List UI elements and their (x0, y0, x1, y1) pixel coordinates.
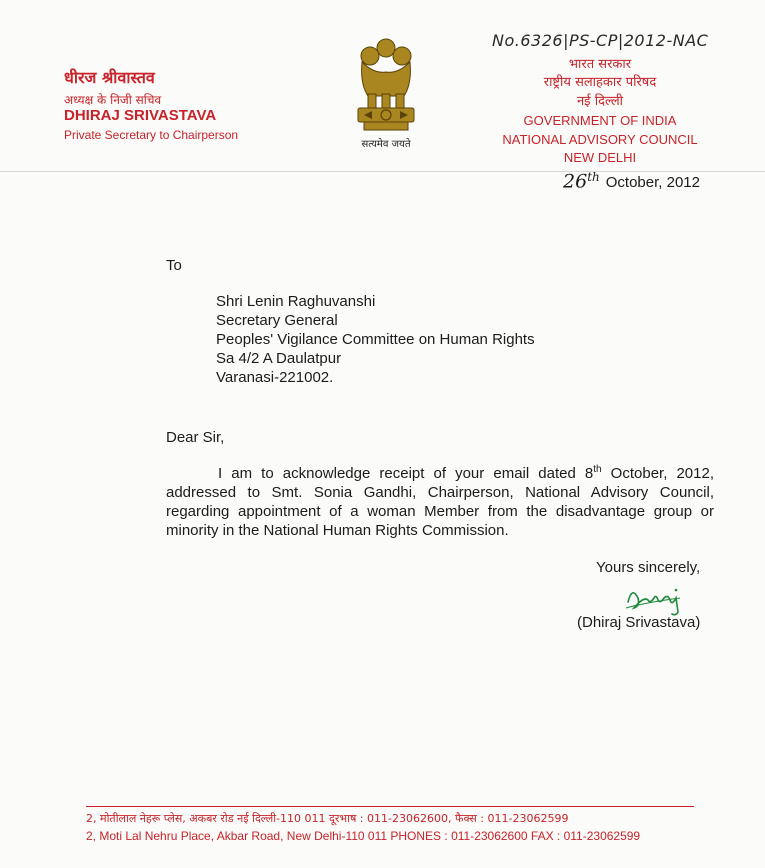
gov-hindi-3: नई दिल्ली (576, 94, 624, 109)
gov-english-3: NEW DELHI (563, 150, 637, 165)
date-suffix: th (587, 170, 600, 184)
footer-address-hindi: 2, मोतीलाल नेहरू प्लेस, अकबर रोड नई दिल्ली-110 011 दूरभाष : 011-23062600, फैक्स : 011-23062599 (86, 812, 569, 825)
sender-name-hindi: धीरज श्रीवास्तव (64, 68, 155, 87)
address-line: Shri Lenin Raghuvanshi (216, 293, 376, 310)
reference-number: No.6326|PS-CP|2012-NAC (492, 31, 709, 50)
salutation: Dear Sir, (166, 429, 225, 446)
footer-address-english: 2, Moti Lal Nehru Place, Akbar Road, New Delhi-110 011 PHONES : 011-23062600 FAX : 011-23062599 (86, 829, 641, 843)
body-paragraph (166, 464, 714, 540)
gov-english-1: GOVERNMENT OF INDIA (523, 113, 677, 128)
signature-icon (622, 578, 688, 618)
gov-hindi-2: राष्ट्रीय सलाहकार परिषद (543, 75, 657, 90)
date-month-year: October, 2012 (605, 174, 700, 192)
address-line: Sa 4/2 A Daulatpur (216, 350, 342, 367)
emblem-motto: सत्यमेव जयते (361, 139, 411, 150)
date-day: 26 (563, 170, 588, 193)
paragraph-start: I am to acknowledge receipt of your email dated 8 (218, 465, 594, 482)
footer-rule (86, 806, 694, 807)
to-label: To (166, 257, 182, 274)
letter-date (563, 170, 700, 192)
address-line: Secretary General (216, 312, 338, 329)
gov-hindi-1: भारत सरकार (568, 57, 632, 72)
recipient-address (216, 292, 535, 387)
address-line: Peoples' Vigilance Committee on Human Rights (216, 331, 535, 348)
address-line: Varanasi-221002. (216, 369, 334, 386)
sender-name: DHIRAJ SRIVASTAVA (64, 107, 217, 124)
national-emblem-icon (350, 34, 422, 138)
valediction: Yours sincerely, (596, 559, 701, 576)
sender-title: Private Secretary to Chairperson (64, 128, 239, 142)
gov-english-2: NATIONAL ADVISORY COUNCIL (502, 132, 698, 147)
paragraph-end: October, 2012, addressed to Smt. Sonia Gandhi, Chairperson, National Advisory Council, regarding appointment of a woman Member from the disadvantage group or minority in the National Human Rights Commission. (166, 465, 714, 539)
signatory-name: (Dhiraj Srivastava) (577, 614, 701, 631)
sender-title-hindi: अध्यक्ष के निजी सचिव (64, 93, 162, 107)
paragraph-superscript: th (593, 464, 602, 475)
